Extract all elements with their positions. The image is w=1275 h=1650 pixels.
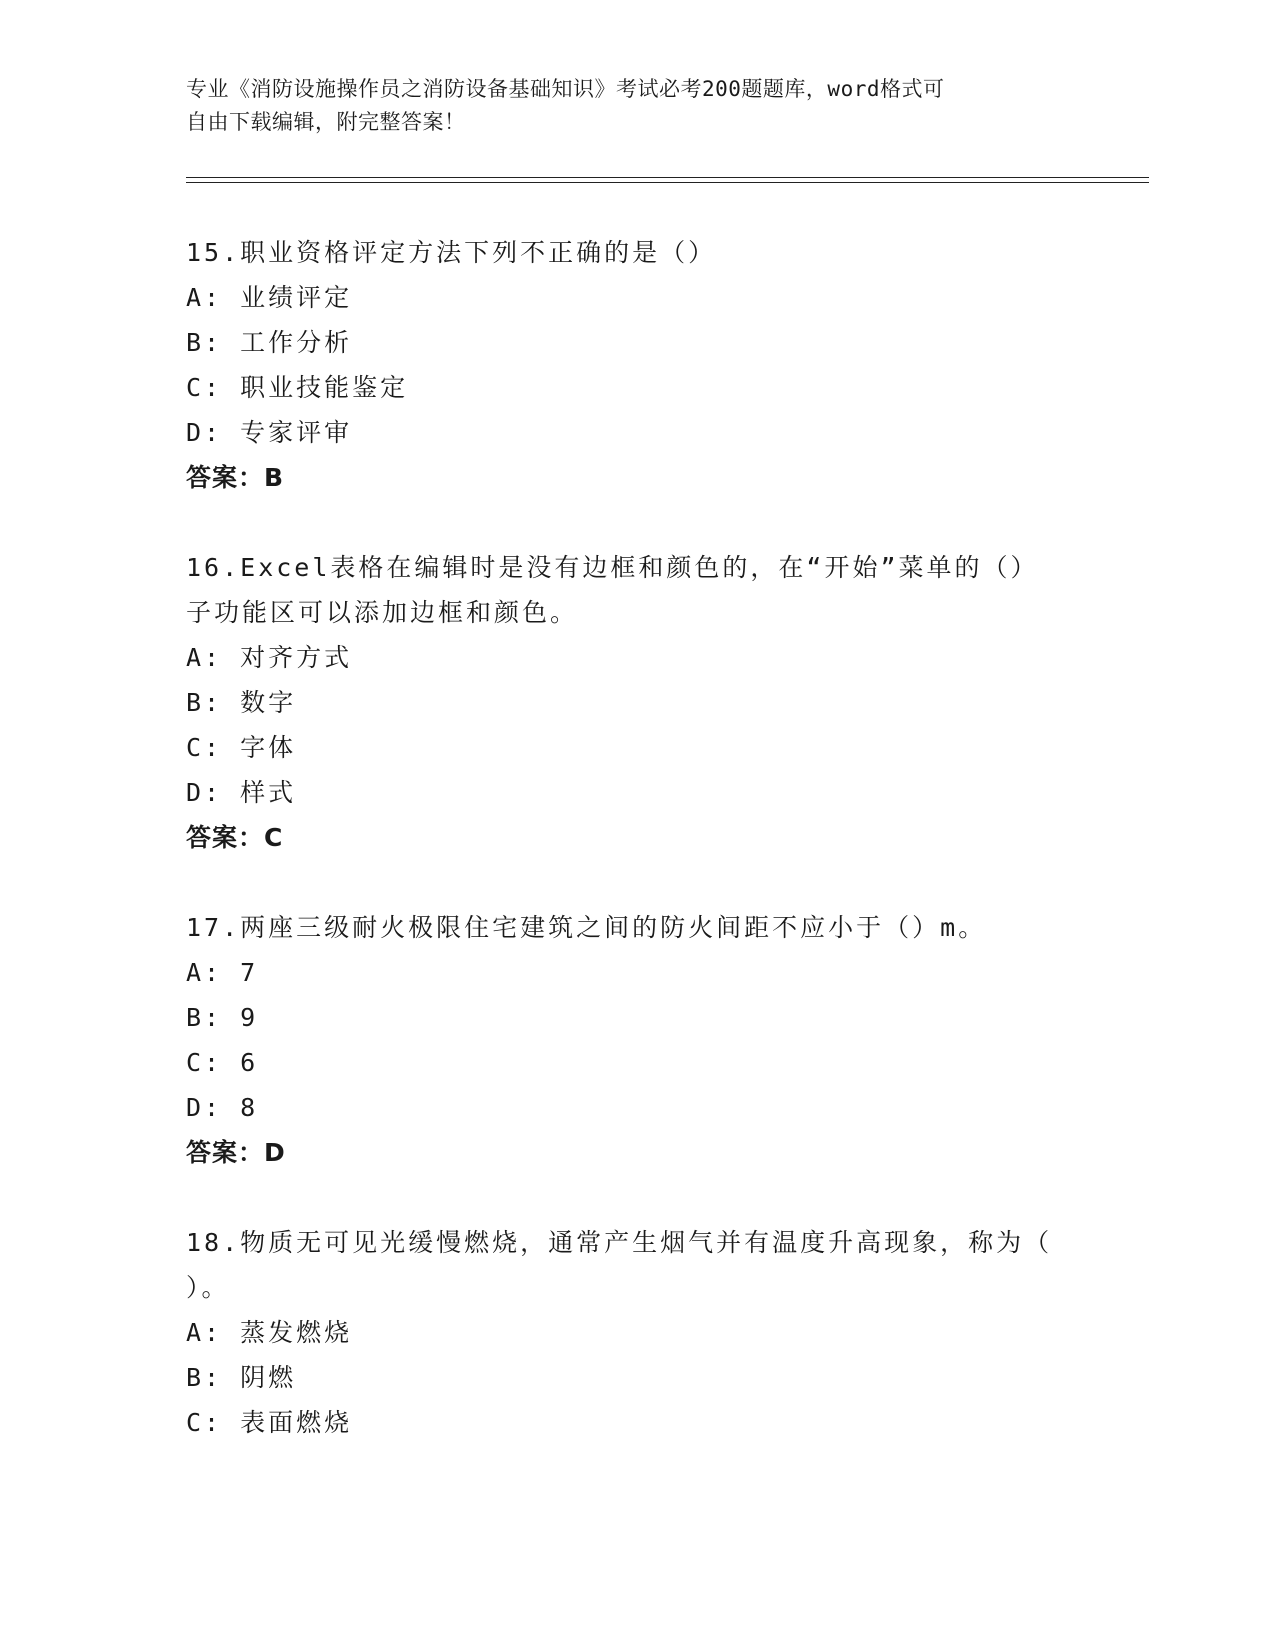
question-16 — [186, 545, 1086, 860]
header-line-1: 专业《消防设施操作员之消防设备基础知识》考试必考200题题库，word格式可 — [186, 77, 945, 101]
question-15 — [186, 230, 1086, 500]
option-c: C: 职业技能鉴定 — [186, 373, 409, 402]
option-c: C: 字体 — [186, 733, 297, 762]
option-c: C: 表面燃烧 — [186, 1408, 353, 1437]
answer: 答案：C — [186, 823, 284, 852]
option-b: B: 数字 — [186, 688, 297, 717]
header-rule-top — [186, 177, 1149, 178]
option-a: A: 业绩评定 — [186, 283, 353, 312]
document-header — [186, 73, 1066, 139]
option-d: D: 样式 — [186, 778, 297, 807]
option-d: D: 专家评审 — [186, 418, 353, 447]
header-rule-bottom — [186, 182, 1149, 183]
option-a: A: 对齐方式 — [186, 643, 353, 672]
question-stem-line-1: 16.Excel表格在编辑时是没有边框和颜色的，在“开始”菜单的（） — [186, 553, 1039, 582]
question-17 — [186, 905, 1086, 1175]
answer: 答案：B — [186, 463, 285, 492]
option-c: C: 6 — [186, 1048, 259, 1077]
header-line-2: 自由下载编辑，附完整答案！ — [186, 110, 466, 134]
option-a: A: 蒸发燃烧 — [186, 1318, 353, 1347]
question-stem-line-1: 18.物质无可见光缓慢燃烧，通常产生烟气并有温度升高现象，称为（ — [186, 1228, 1053, 1257]
question-18 — [186, 1220, 1086, 1445]
question-stem-line-2: 子功能区可以添加边框和颜色。 — [186, 598, 579, 627]
answer: 答案：D — [186, 1138, 286, 1167]
question-stem: 15.职业资格评定方法下列不正确的是（） — [186, 238, 717, 267]
question-stem-line-2: ）。 — [186, 1273, 230, 1302]
option-b: B: 工作分析 — [186, 328, 353, 357]
option-b: B: 阴燃 — [186, 1363, 297, 1392]
option-b: B: 9 — [186, 1003, 259, 1032]
option-a: A: 7 — [186, 958, 259, 987]
question-stem: 17.两座三级耐火极限住宅建筑之间的防火间距不应小于（）m。 — [186, 913, 987, 942]
option-d: D: 8 — [186, 1093, 259, 1122]
